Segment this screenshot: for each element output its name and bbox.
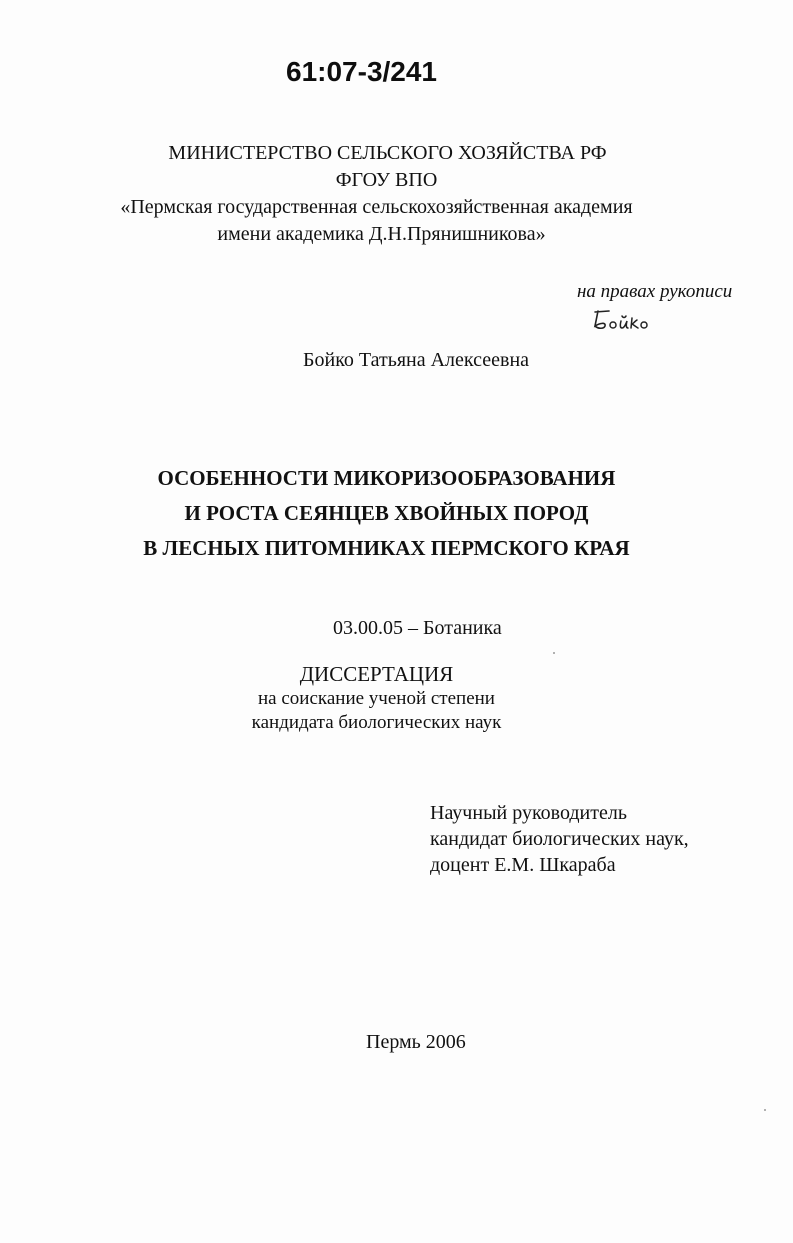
supervisor-block	[430, 800, 689, 878]
dissertation-block	[0, 661, 793, 735]
title-line-2: И РОСТА СЕЯНЦЕВ ХВОЙНЫХ ПОРОД	[184, 501, 589, 525]
degree-purpose-line-2: кандидата биологических наук	[251, 712, 502, 733]
supervisor-role: Научный руководитель	[430, 802, 627, 824]
scan-speck	[553, 652, 555, 654]
author-name: Бойко Татьяна Алексеевна	[303, 349, 530, 371]
academy-named-after: имени академика Д.Н.Прянишникова»	[217, 223, 546, 245]
supervisor-degree: кандидат биологических наук,	[430, 828, 689, 850]
city-year: Пермь 2006	[366, 1031, 466, 1053]
dissertation-heading: ДИССЕРТАЦИЯ	[299, 662, 454, 686]
title-line-1: ОСОБЕННОСТИ МИКОРИЗООБРАЗОВАНИЯ	[157, 466, 616, 490]
specialty-code: 03.00.05 – Ботаника	[333, 617, 502, 639]
ministry-name: МИНИСТЕРСТВО СЕЛЬСКОГО ХОЗЯЙСТВА РФ	[168, 142, 607, 164]
organization-block	[0, 140, 793, 248]
institution-type: ФГОУ ВПО	[335, 169, 438, 191]
dissertation-title	[0, 461, 793, 566]
academy-name: «Пермская государственная сельскохозяйственная академия	[120, 196, 633, 218]
archive-code: 61:07-3/241	[286, 56, 438, 87]
signature-icon	[591, 304, 661, 332]
scan-speck	[764, 1109, 766, 1111]
supervisor-name: доцент Е.М. Шкараба	[430, 854, 616, 876]
manuscript-note: на правах рукописи	[577, 281, 733, 302]
title-line-3: В ЛЕСНЫХ ПИТОМНИКАХ ПЕРМСКОГО КРАЯ	[143, 536, 630, 560]
degree-purpose-line-1: на соискание ученой степени	[258, 688, 495, 709]
